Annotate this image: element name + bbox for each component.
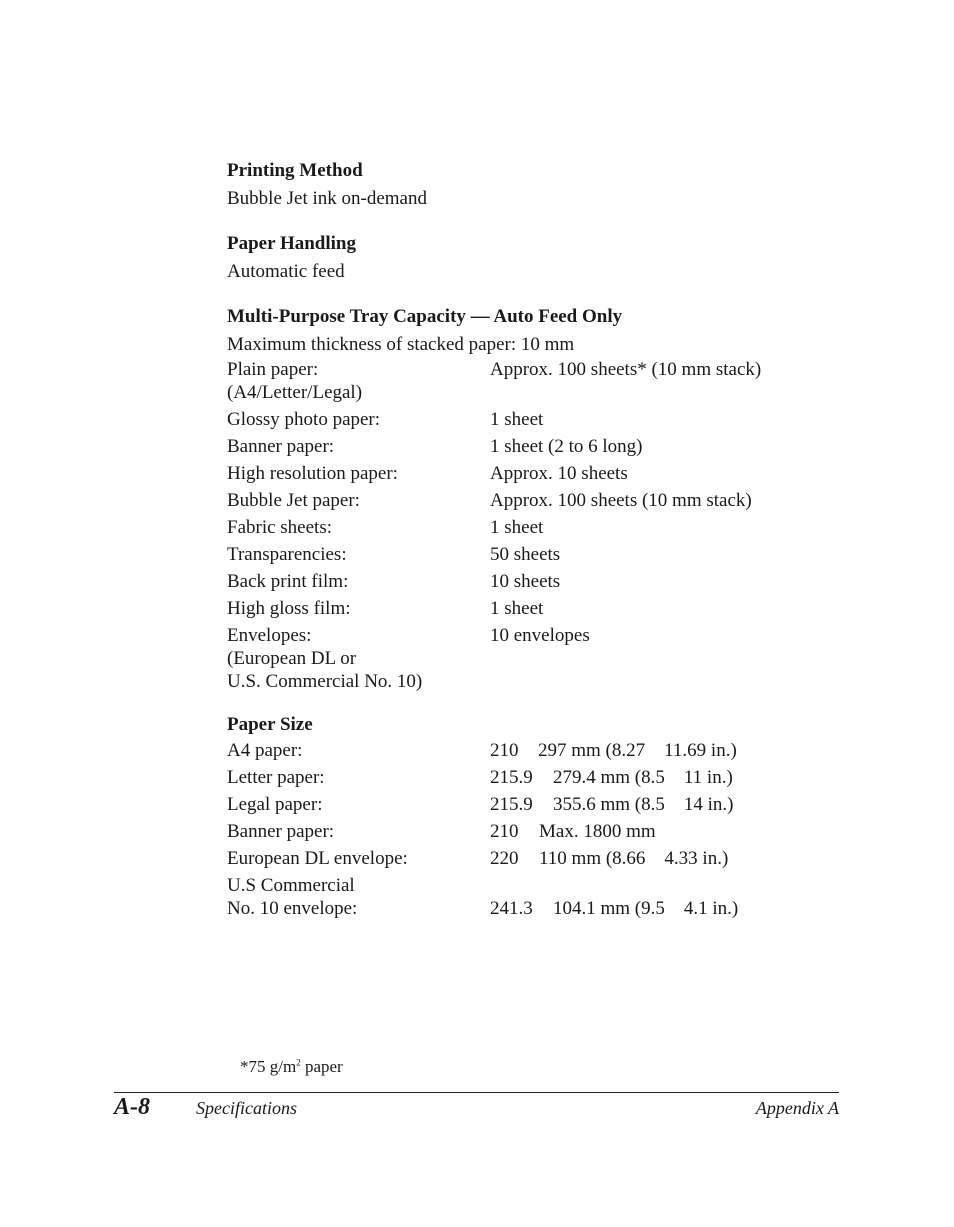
size-row: [227, 766, 827, 793]
size-label: Legal paper:: [227, 794, 323, 815]
capacity-label: Back print film:: [227, 571, 349, 592]
capacity-label-sub: (A4/Letter/Legal): [227, 382, 363, 403]
capacity-value: 1 sheet: [490, 517, 544, 538]
capacity-row: [227, 408, 827, 435]
size-dim1: 241.3: [490, 898, 533, 919]
printing-method-text: Bubble Jet ink on-demand: [227, 188, 427, 209]
capacity-row: [227, 516, 827, 543]
size-label: U.S Commercial: [227, 875, 355, 896]
chapter-title: Specifications: [196, 1098, 297, 1118]
capacity-row: [227, 624, 827, 693]
size-label: European DL envelope:: [227, 848, 408, 869]
capacity-label: High gloss film:: [227, 598, 351, 619]
capacity-label: Bubble Jet paper:: [227, 490, 360, 511]
size-rest: 110 mm (8.66 4.33 in.): [539, 848, 729, 869]
footnote: [240, 1056, 343, 1078]
size-rest: Max. 1800 mm: [539, 821, 656, 842]
tray-capacity-section: [227, 304, 827, 693]
capacity-row: [227, 489, 827, 516]
capacity-value: 1 sheet: [490, 409, 544, 430]
capacity-label: Plain paper:: [227, 359, 319, 380]
size-rest: 104.1 mm (9.5 4.1 in.): [553, 898, 739, 919]
capacity-value: 1 sheet (2 to 6 long): [490, 436, 643, 457]
size-row: [227, 739, 827, 766]
paper-handling-heading: Paper Handling: [227, 233, 356, 254]
size-row: [227, 847, 827, 874]
capacity-value: 50 sheets: [490, 544, 561, 565]
size-dim1: 210: [490, 821, 519, 842]
spec-content: [227, 158, 827, 939]
capacity-row: [227, 435, 827, 462]
paper-handling-text: Automatic feed: [227, 261, 345, 282]
capacity-label-sub: (European DL or: [227, 648, 357, 669]
capacity-row: [227, 462, 827, 489]
tray-capacity-heading: Multi-Purpose Tray Capacity — Auto Feed Only: [227, 306, 623, 327]
size-dim1: 215.9: [490, 767, 533, 788]
tray-capacity-intro: Maximum thickness of stacked paper: 10 mm: [227, 334, 575, 355]
size-row: [227, 820, 827, 847]
size-dim1: 220: [490, 848, 519, 869]
capacity-label: Envelopes:: [227, 625, 312, 646]
printing-method-heading: Printing Method: [227, 160, 363, 181]
page-number: A-8: [114, 1094, 150, 1120]
paper-size-heading: Paper Size: [227, 714, 313, 735]
size-dim1: 210: [490, 740, 519, 761]
size-label: Letter paper:: [227, 767, 325, 788]
size-label: Banner paper:: [227, 821, 335, 842]
footnote-suffix: paper: [300, 1057, 343, 1076]
footnote-prefix: *75 g/m: [240, 1057, 297, 1076]
appendix-label: Appendix A: [755, 1098, 839, 1118]
size-row: [227, 793, 827, 820]
capacity-value: 10 sheets: [490, 571, 561, 592]
paper-handling-section: [227, 231, 827, 285]
size-row: [227, 874, 827, 920]
capacity-row: [227, 358, 827, 404]
capacity-label: Transparencies:: [227, 544, 347, 565]
size-label: A4 paper:: [227, 740, 303, 761]
capacity-value: 1 sheet: [490, 598, 544, 619]
capacity-label: High resolution paper:: [227, 463, 398, 484]
footnote-superscript: 2: [296, 1057, 301, 1068]
printing-method-section: [227, 158, 827, 212]
capacity-row: [227, 597, 827, 624]
capacity-value: 10 envelopes: [490, 625, 590, 646]
capacity-label: Banner paper:: [227, 436, 335, 457]
capacity-row: [227, 543, 827, 570]
capacity-label: Fabric sheets:: [227, 517, 333, 538]
paper-size-section: [227, 712, 827, 920]
capacity-label: Glossy photo paper:: [227, 409, 381, 430]
size-dim1: 215.9: [490, 794, 533, 815]
capacity-label-sub: U.S. Commercial No. 10): [227, 671, 423, 692]
size-rest: 355.6 mm (8.5 14 in.): [553, 794, 734, 815]
size-label-sub: No. 10 envelope:: [227, 898, 358, 919]
capacity-row: [227, 570, 827, 597]
capacity-value: Approx. 100 sheets (10 mm stack): [490, 490, 752, 511]
size-rest: 297 mm (8.27 11.69 in.): [538, 740, 737, 761]
capacity-value: Approx. 10 sheets: [490, 463, 628, 484]
size-rest: 279.4 mm (8.5 11 in.): [553, 767, 733, 788]
capacity-value: Approx. 100 sheets* (10 mm stack): [490, 359, 762, 380]
page-footer: [114, 1093, 839, 1123]
